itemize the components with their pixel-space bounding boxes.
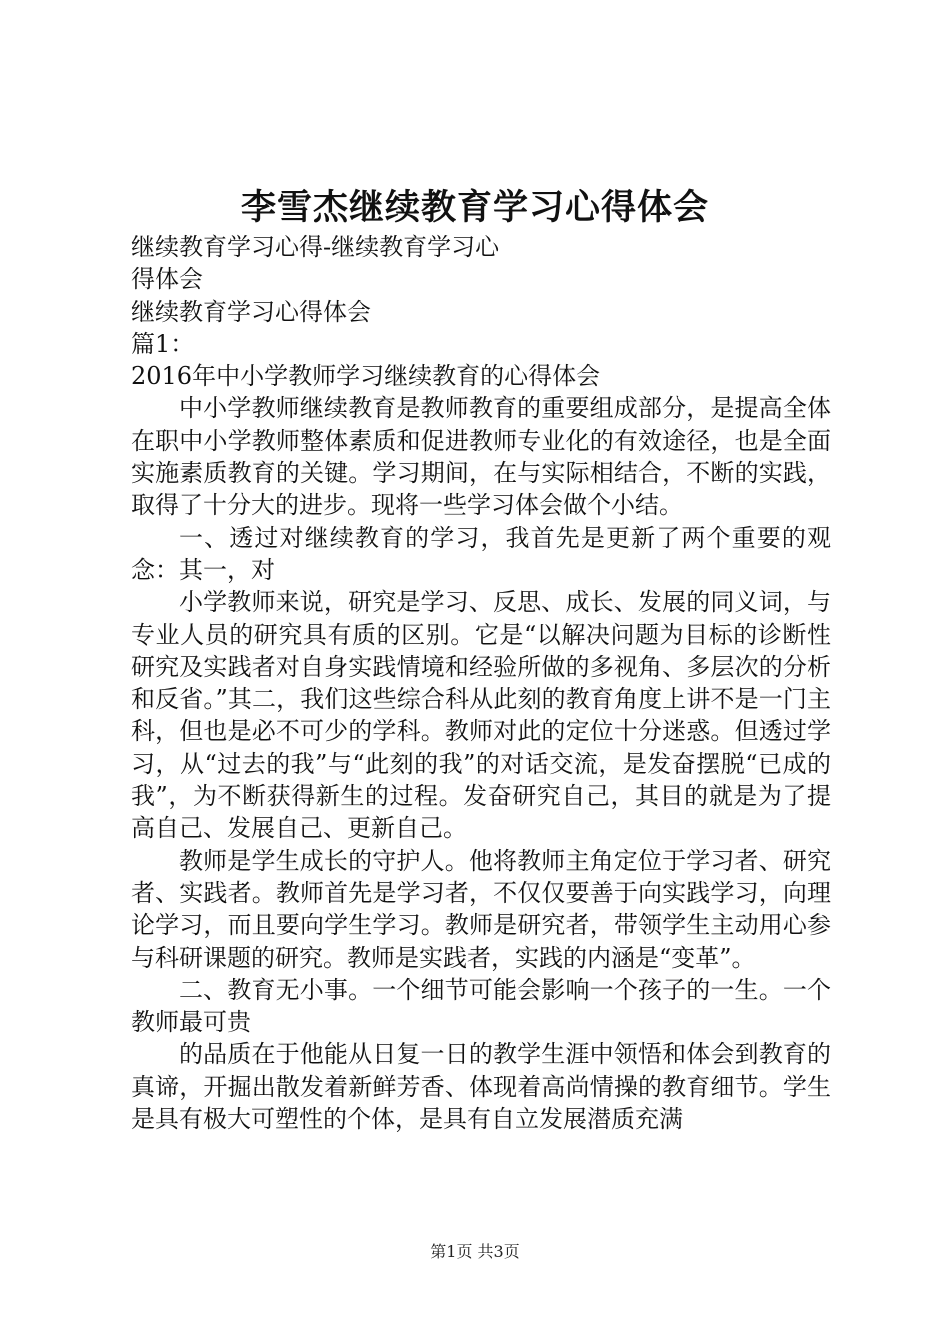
paragraph: 小学教师来说，研究是学习、反思、成长、发展的同义词，与专业人员的研究具有质的区别。它是“以解决问题为目标的诊断性研究及实践者对自身实践情境和经验所做的多视角、多层次的分析和反省。”其二，我们这些综合科从此刻的教育角度上讲不是一门主科，但也是必不可少的学科。教师对此的定位十分迷惑。但透过学习，从“过去的我”与“此刻的我”的对话交流，是发奋摆脱“已成的我”，为不断获得新生的过程。发奋研究自己，其目的就是为了提高自己、发展自己、更新自己。: [131, 588, 831, 843]
subtitle-line-3: 继续教育学习心得体会: [131, 297, 371, 326]
article-heading: 2016年中小学教师学习继续教育的心得体会: [131, 362, 601, 391]
paragraph: 的品质在于他能从日复一日的教学生涯中领悟和体会到教育的真谛，开掘出散发着新鲜芳香、体现着高尚情操的教育细节。学生是具有极大可塑性的个体，是具有自立发展潜质充满: [131, 1040, 831, 1134]
paragraph: 二、教育无小事。一个细节可能会影响一个孩子的一生。一个教师最可贵: [131, 975, 831, 1037]
subtitle-line-2: 得体会: [131, 265, 203, 294]
page-footer: 第1页 共3页: [430, 1242, 520, 1261]
document-body: [131, 231, 831, 1135]
subtitle-line-1: 继续教育学习心得-继续教育学习心: [131, 233, 500, 261]
section-label: 篇1：: [131, 329, 195, 358]
document-title: 李雪杰继续教育学习心得体会: [240, 187, 709, 228]
paragraph: 教师是学生成长的守护人。他将教师主角定位于学习者、研究者、实践者。教师首先是学习者，不仅仅要善于向实践学习，向理论学习，而且要向学生学习。教师是研究者，带领学生主动用心参与科研课题的研究。教师是实践者，实践的内涵是“变革”。: [131, 846, 831, 972]
paragraph: 一、透过对继续教育的学习，我首先是更新了两个重要的观念：其一，对: [131, 523, 831, 584]
paragraph: 中小学教师继续教育是教师教育的重要组成部分，是提高全体在职中小学教师整体素质和促进教师专业化的有效途径，也是全面实施素质教育的关键。学习期间，在与实际相结合，不断的实践，取得了十分大的进步。现将一些学习体会做个小结。: [131, 394, 831, 520]
